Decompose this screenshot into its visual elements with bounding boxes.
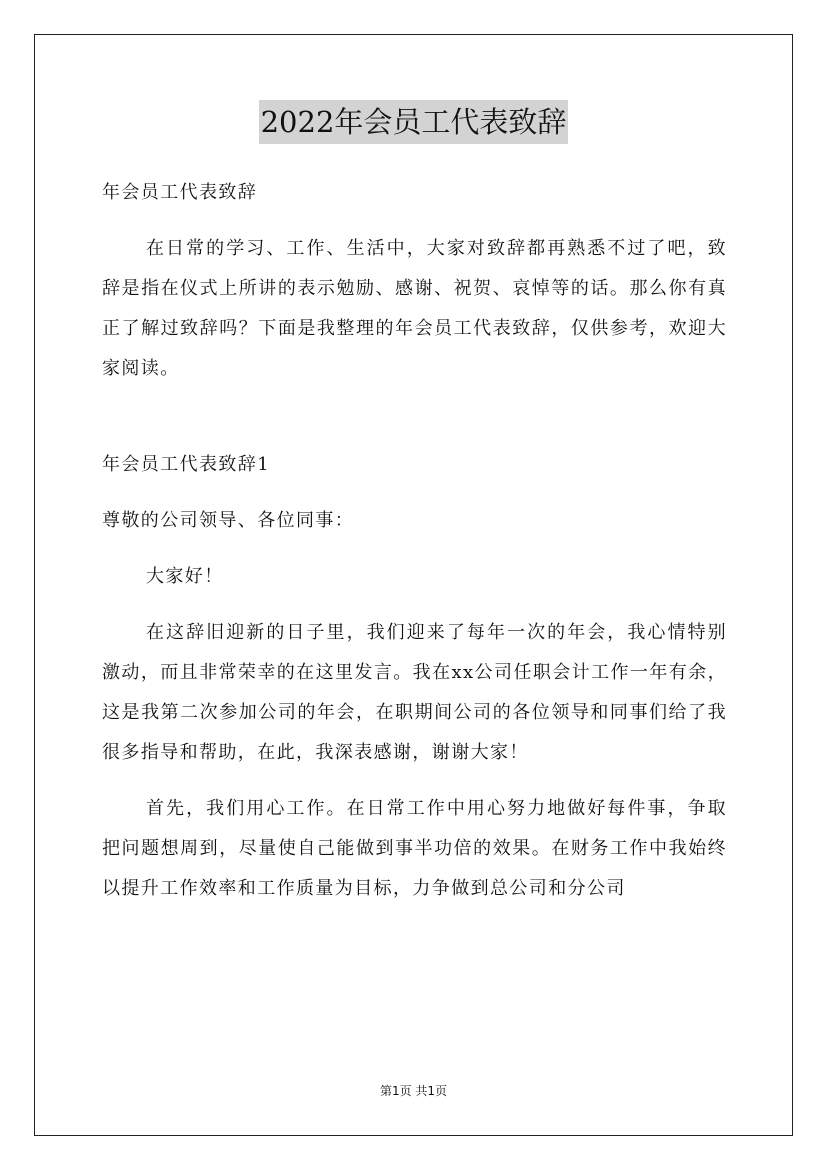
title-container <box>0 100 827 144</box>
body-paragraph: 首先，我们用心工作。在日常工作中用心努力地做好每件事，争取把问题想周到，尽量使自己能做到事半功倍的效果。在财务工作中我始终以提升工作效率和工作质量为目标，力争做到总公司和分公司 <box>102 798 727 899</box>
section-heading: 年会员工代表致辞1 <box>102 454 271 475</box>
salutation: 尊敬的公司领导、各位同事： <box>102 510 355 531</box>
document-title: 2022年会员工代表致辞 <box>259 100 569 144</box>
intro-paragraph: 在日常的学习、工作、生活中，大家对致辞都再熟悉不过了吧，致辞是指在仪式上所讲的表示勉励、感谢、祝贺、哀悼等的话。那么你有真正了解过致辞吗？下面是我整理的年会员工代表致辞，仅供参考，欢迎大家阅读。 <box>102 238 727 379</box>
subtitle: 年会员工代表致辞 <box>102 182 258 203</box>
document-body <box>102 173 727 909</box>
page-footer: 第1页 共1页 <box>379 1084 448 1098</box>
body-paragraph: 在这辞旧迎新的日子里，我们迎来了每年一次的年会，我心情特别激动，而且非常荣幸的在这里发言。我在xx公司任职会计工作一年有余，这是我第二次参加公司的年会，在职期间公司的各位领导和同事们给了我很多指导和帮助，在此，我深表感谢，谢谢大家！ <box>102 622 727 763</box>
greeting: 大家好！ <box>146 566 224 587</box>
